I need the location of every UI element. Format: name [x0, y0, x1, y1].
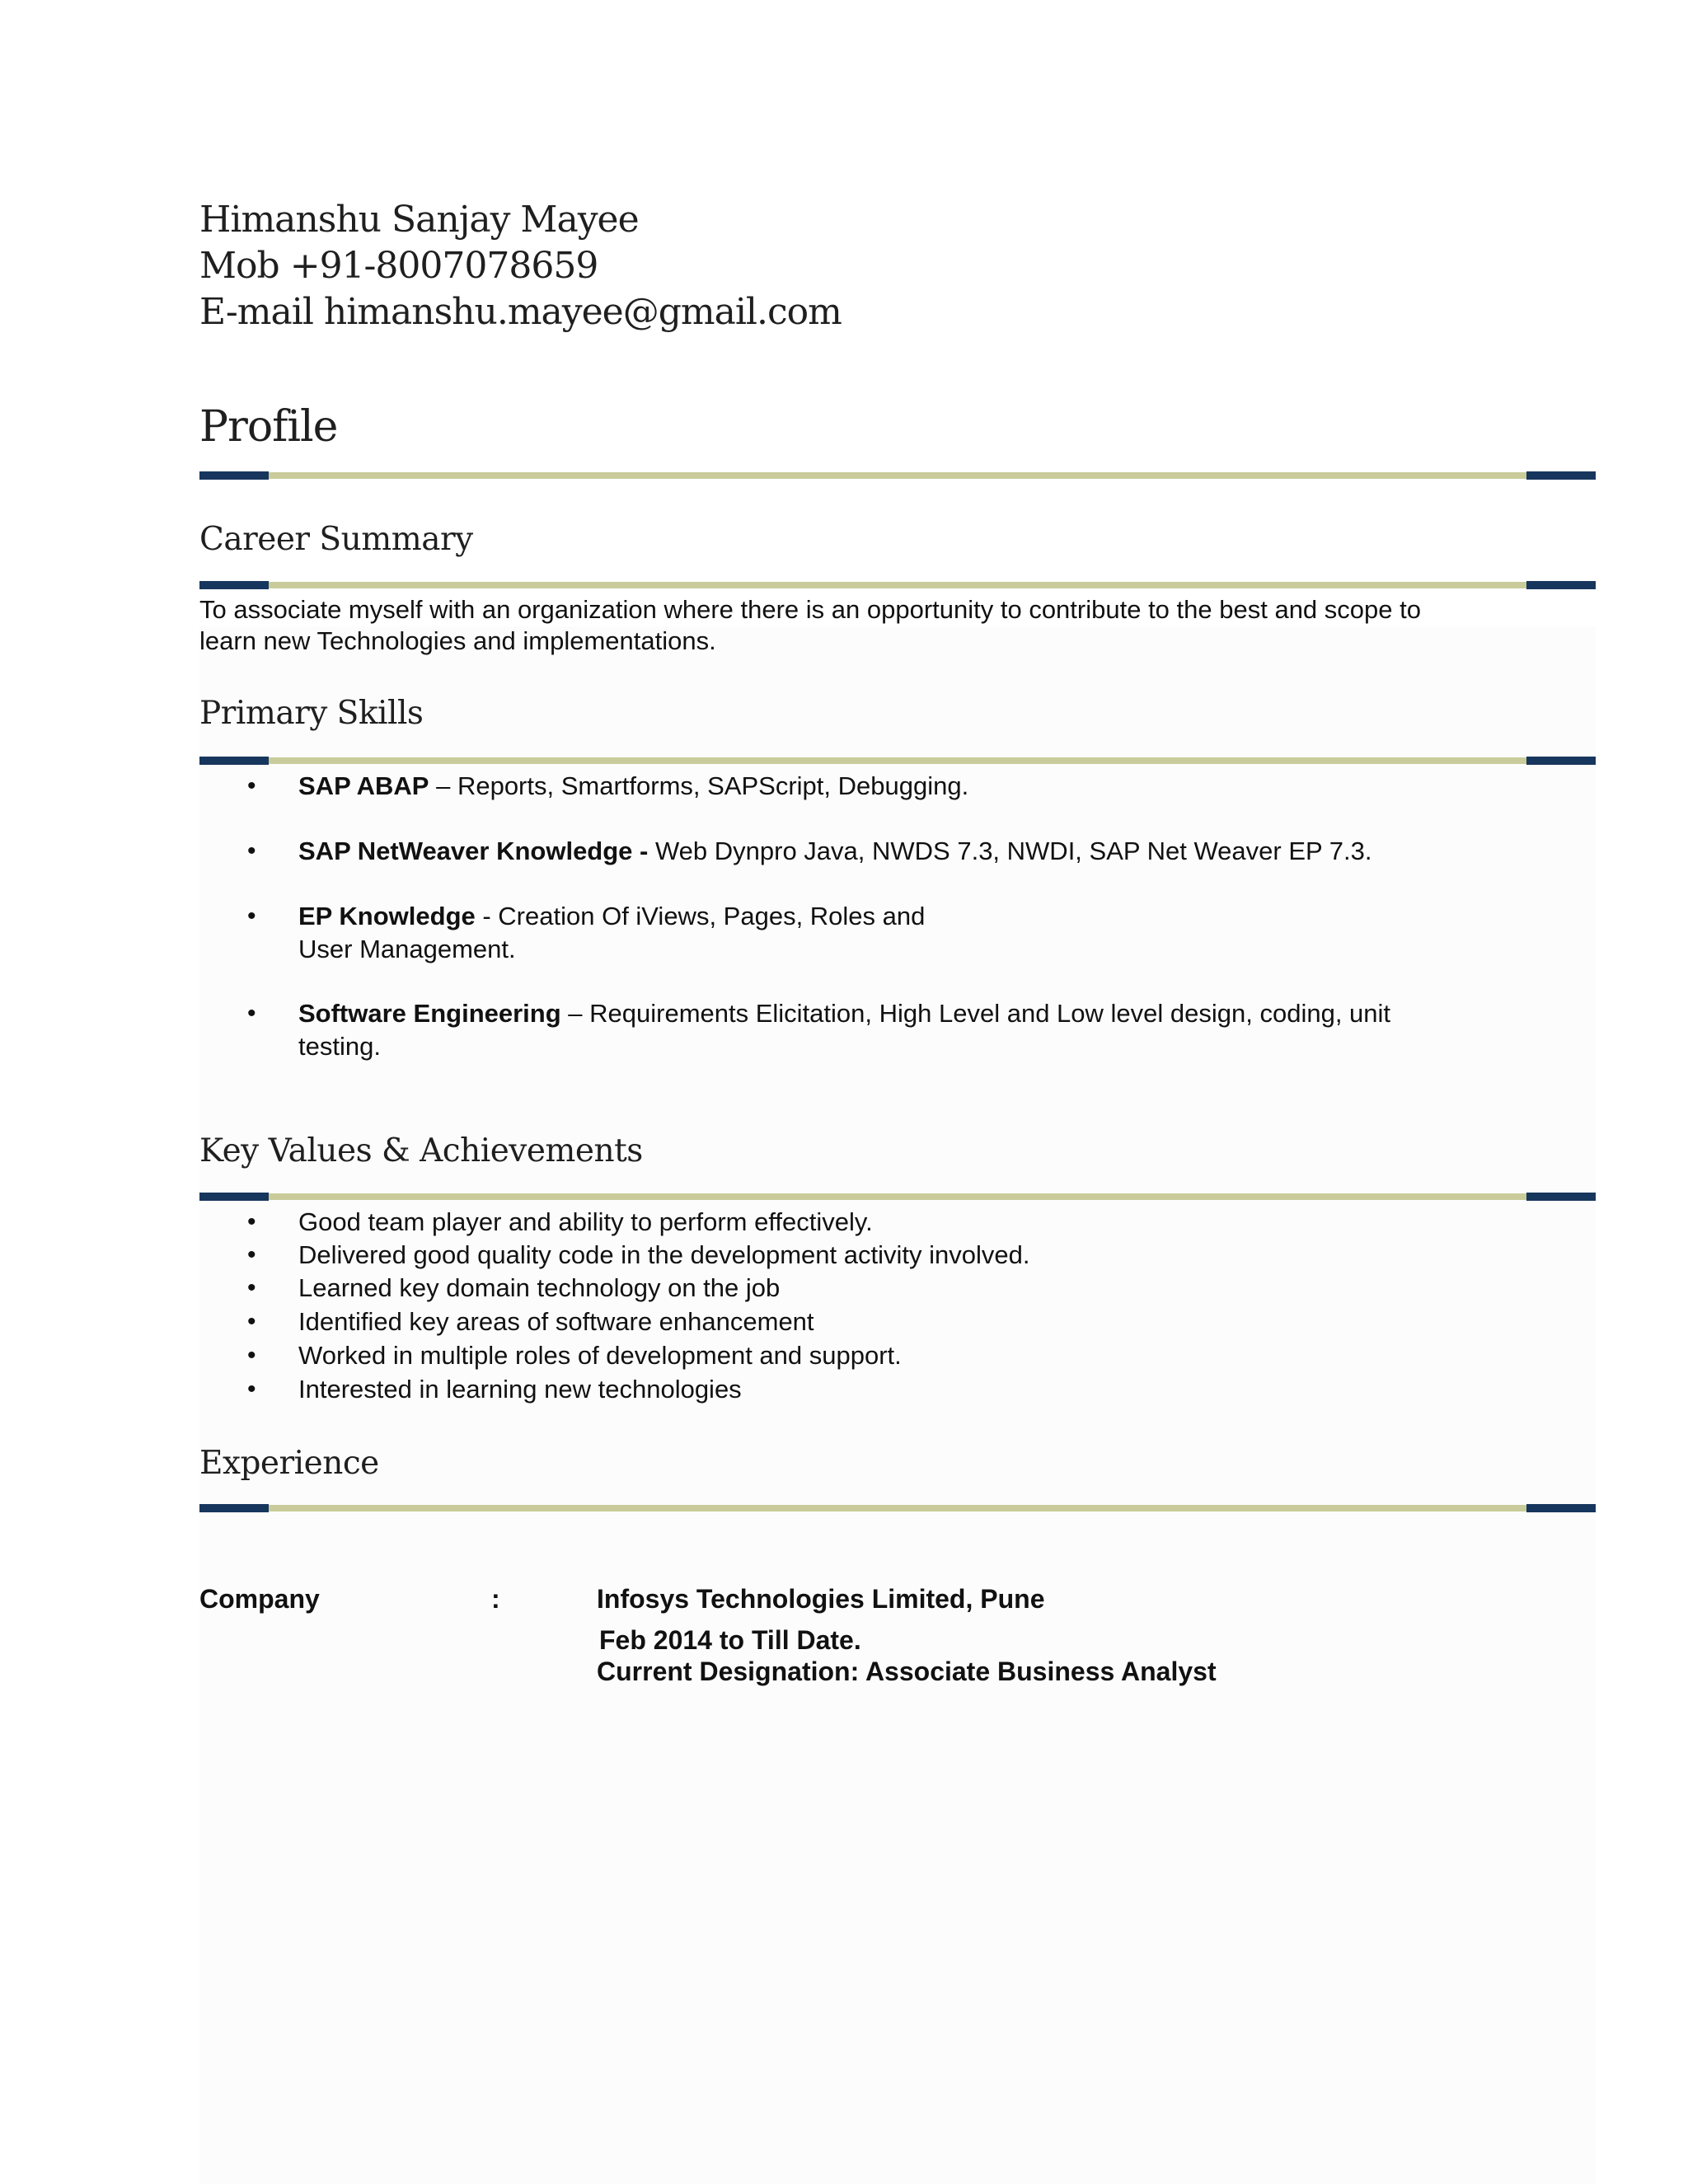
skill-detail: – Reports, Smartforms, SAPScript, Debugging. — [429, 771, 969, 800]
employment-period: Feb 2014 to Till Date. — [599, 1625, 861, 1655]
list-item: Delivered good quality code in the development activity involved. — [298, 1240, 1030, 1269]
bullet-icon: • — [247, 902, 256, 930]
bullet-icon: • — [247, 1000, 256, 1027]
list-item — [298, 997, 1477, 1063]
current-designation: Current Designation: Associate Business Analyst — [597, 1657, 1217, 1686]
list-item: Identified key areas of software enhancement — [298, 1307, 814, 1336]
section-divider — [199, 1193, 1596, 1201]
profile-heading: Profile — [199, 402, 338, 452]
list-item: Worked in multiple roles of development and support. — [298, 1341, 902, 1370]
bullet-icon: • — [247, 1342, 256, 1369]
primary-skills-heading: Primary Skills — [199, 695, 424, 732]
skill-name: Software Engineering — [298, 999, 561, 1028]
skill-name: EP Knowledge — [298, 902, 476, 930]
candidate-name: Himanshu Sanjay Mayee — [199, 199, 639, 241]
company-label: Company — [199, 1584, 320, 1614]
list-item — [298, 900, 982, 966]
list-item — [298, 770, 1477, 803]
bullet-icon: • — [247, 1376, 256, 1403]
career-summary-text: To associate myself with an organization where there is an opportunity to contribute to the best and scope to learn new Technologies and implementations. — [199, 595, 1421, 655]
mobile-number: Mob +91-8007078659 — [199, 245, 598, 287]
skill-name: SAP NetWeaver Knowledge - — [298, 837, 649, 865]
section-divider — [199, 1504, 1596, 1512]
bullet-icon: • — [247, 1308, 256, 1335]
bullet-icon: • — [247, 1241, 256, 1268]
list-item: Good team player and ability to perform effectively. — [298, 1207, 873, 1236]
bullet-icon: • — [247, 1274, 256, 1301]
career-summary-heading: Career Summary — [199, 521, 473, 558]
company-name: Infosys Technologies Limited, Pune — [597, 1584, 1045, 1614]
list-item: Learned key domain technology on the job — [298, 1273, 781, 1302]
list-item — [298, 835, 1477, 868]
key-values-heading: Key Values & Achievements — [199, 1132, 643, 1169]
skill-detail: - Creation Of iViews, Pages, Roles and User Management. — [298, 902, 926, 963]
skill-detail: Web Dynpro Java, NWDS 7.3, NWDI, SAP Net Weaver EP 7.3. — [648, 837, 1372, 865]
bullet-icon: • — [247, 772, 256, 799]
skill-detail: – Requirements Elicitation, High Level and Low level design, coding, unit testing. — [298, 999, 1391, 1061]
section-divider — [199, 757, 1596, 765]
section-divider — [199, 581, 1596, 589]
list-item: Interested in learning new technologies — [298, 1375, 742, 1404]
email-address: E-mail himanshu.mayee@gmail.com — [199, 291, 842, 333]
skill-name: SAP ABAP — [298, 771, 429, 800]
bullet-icon: • — [247, 1208, 256, 1235]
experience-heading: Experience — [199, 1445, 379, 1482]
bullet-icon: • — [247, 837, 256, 865]
section-divider — [199, 471, 1596, 480]
company-colon: : — [491, 1584, 500, 1614]
